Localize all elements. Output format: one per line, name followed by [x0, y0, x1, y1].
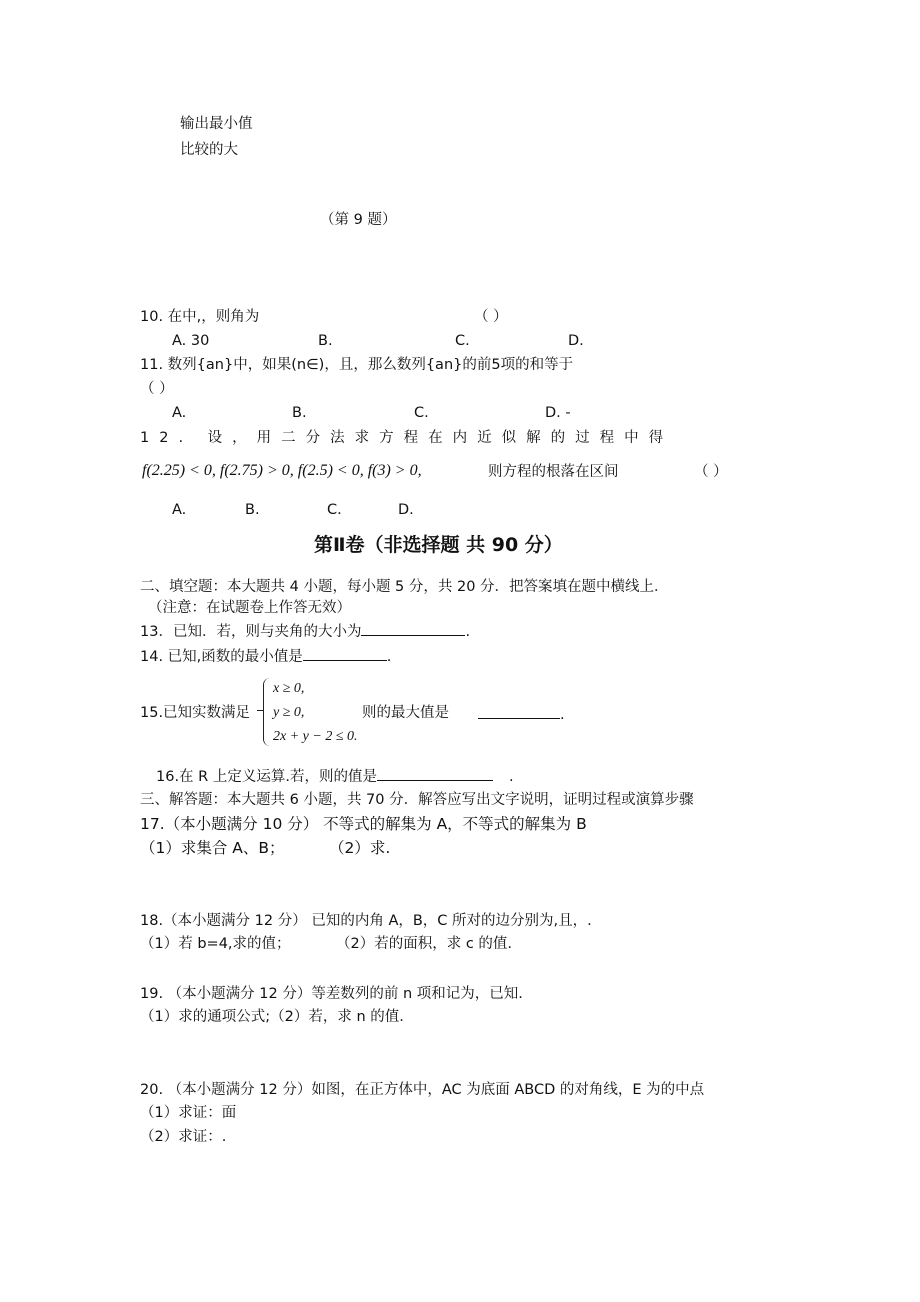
q17-part-2: （2）求.	[329, 839, 391, 857]
flowchart-label-compare: 比较的大	[180, 142, 238, 158]
flowchart-label-output-min: 输出最小值	[180, 116, 253, 132]
q15-prefix: 15.已知实数满足	[140, 705, 251, 721]
q13	[140, 621, 470, 641]
q20-part-1: （1）求证：面	[140, 1105, 237, 1121]
q12-stem: 12. 设，用二分法求方程在内近似解的过程中得	[140, 430, 674, 446]
q17-stem: 17.（本小题满分 10 分） 不等式的解集为 A，不等式的解集为 B	[140, 815, 587, 833]
q14	[140, 646, 391, 666]
section-2-title: 第Ⅱ卷（非选择题 共 90 分）	[314, 534, 563, 556]
q14-end: .	[386, 649, 392, 665]
figure-caption: （第 9 题）	[320, 212, 397, 228]
q18-part-1: （1）若 b=4,求的值；	[140, 936, 291, 952]
q17-part-1: （1）求集合 A、B；	[140, 839, 285, 857]
q18-part-2: （2）若的面积，求 c 的值.	[336, 936, 513, 952]
q19-stem: 19. （本小题满分 12 分）等差数列的前 n 项和记为，已知.	[140, 986, 523, 1002]
q18-stem: 18.（本小题满分 12 分） 已知的内角 A，B，C 所对的边分别为,且，.	[140, 913, 592, 929]
q20-part-2: （2）求证：.	[140, 1129, 227, 1145]
q10-option-b: B.	[318, 333, 333, 349]
q12-answer-paren: （ ）	[694, 464, 728, 480]
q14-blank	[303, 646, 387, 661]
q12-option-b: B.	[245, 502, 260, 518]
q12-option-c: C.	[327, 502, 342, 518]
q12-tail: 则方程的根落在区间	[488, 464, 619, 480]
q15-constraint-1: x ≥ 0,	[273, 681, 305, 696]
q16-text: 16.在 R 上定义运算.若，则的值是	[156, 769, 377, 785]
q12-option-a: A.	[172, 502, 187, 518]
fill-section-header: 二、填空题：本大题共 4 小题，每小题 5 分，共 20 分．把答案填在题中横线上．	[140, 579, 669, 595]
q20-stem: 20. （本小题满分 12 分）如图，在正方体中，AC 为底面 ABCD 的对角线，E 为的中点	[140, 1082, 705, 1098]
q16-end: .	[508, 769, 514, 785]
q15-blank	[478, 704, 560, 719]
q11-option-a: A.	[172, 405, 187, 421]
solve-section-header: 三、解答题：本大题共 6 小题，共 70 分．解答应写出文字说明，证明过程或演算步骤	[140, 792, 694, 808]
q16-blank	[377, 766, 493, 781]
q11-option-c: C.	[414, 405, 429, 421]
q11-answer-paren: （ ）	[140, 381, 174, 397]
q10-option-d: D.	[568, 333, 584, 349]
q15-mid: 则的最大值是	[362, 705, 449, 721]
q11-stem-text: 11. 数列{an}中，如果(n∈)，且，那么数列{an}的前5项的和等于	[140, 357, 574, 373]
q11-option-b: B.	[292, 405, 307, 421]
q10-option-a: A. 30	[172, 333, 210, 349]
q14-text: 14. 已知,函数的最小值是	[140, 649, 303, 665]
q13-text: 13．已知．若，则与夹角的大小为	[140, 624, 362, 640]
q19-parts: （1）求的通项公式;（2）若，求 n 的值.	[140, 1009, 404, 1025]
q13-blank	[361, 621, 465, 636]
fill-section-note: （注意：在试题卷上作答无效）	[148, 600, 351, 616]
q10-answer-paren: （ ）	[474, 309, 508, 325]
q10-stem: 10. 在中,，则角为	[140, 309, 260, 325]
q15-end: .	[560, 707, 565, 723]
q12-formula: f(2.25) < 0, f(2.75) > 0, f(2.5) < 0, f(3) > 0,	[142, 462, 422, 479]
q15-answer	[478, 704, 565, 724]
q12-option-d: D.	[398, 502, 414, 518]
q15-constraint-2: y ≥ 0,	[273, 705, 305, 720]
q11-option-d: D. -	[545, 405, 571, 421]
q15-brace	[263, 678, 270, 746]
q16	[156, 766, 514, 786]
q11-stem	[140, 356, 780, 374]
q13-end: .	[465, 624, 471, 640]
q10-option-c: C.	[455, 333, 470, 349]
q15-constraint-3: 2x + y − 2 ≤ 0.	[273, 729, 358, 744]
